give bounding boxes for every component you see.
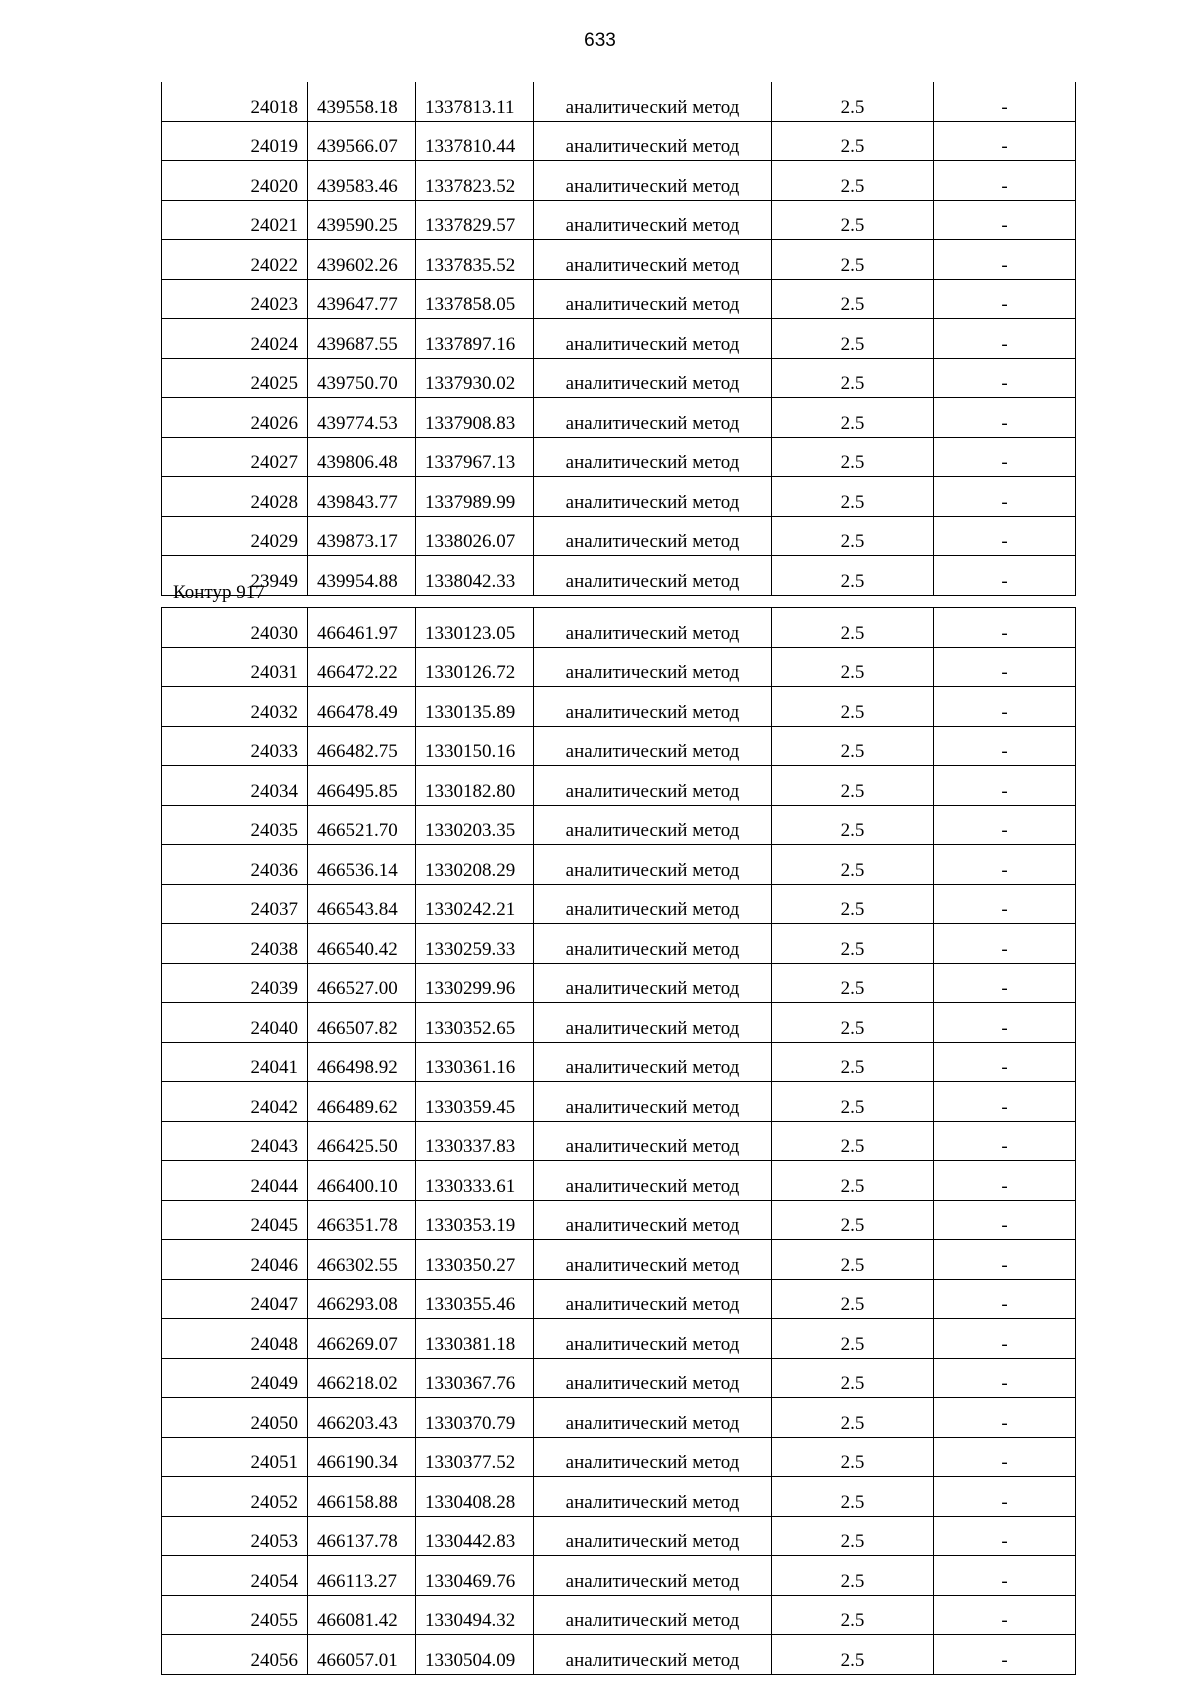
x-coordinate-cell: 466400.10	[308, 1161, 416, 1201]
point-number-cell: 24035	[162, 805, 308, 845]
accuracy-cell: 2.5	[772, 1240, 934, 1280]
accuracy-cell: 2.5	[772, 963, 934, 1003]
point-number-cell: 24027	[162, 437, 308, 477]
point-number-cell: 24051	[162, 1437, 308, 1477]
method-cell: аналитический метод	[534, 1516, 772, 1556]
method-cell: аналитический метод	[534, 121, 772, 161]
y-coordinate-cell: 1337967.13	[416, 437, 534, 477]
point-number-cell: 24044	[162, 1161, 308, 1201]
method-cell: аналитический метод	[534, 608, 772, 648]
x-coordinate-cell: 466498.92	[308, 1042, 416, 1082]
x-coordinate-cell: 466425.50	[308, 1121, 416, 1161]
y-coordinate-cell: 1337908.83	[416, 398, 534, 438]
x-coordinate-cell: 439558.18	[308, 82, 416, 121]
accuracy-cell: 2.5	[772, 1200, 934, 1240]
y-coordinate-cell: 1330126.72	[416, 647, 534, 687]
x-coordinate-cell: 466478.49	[308, 687, 416, 727]
method-cell: аналитический метод	[534, 1200, 772, 1240]
coordinates-table-top	[161, 82, 1076, 596]
accuracy-cell: 2.5	[772, 726, 934, 766]
y-coordinate-cell: 1330182.80	[416, 766, 534, 806]
description-cell: -	[934, 398, 1076, 438]
x-coordinate-cell: 466203.43	[308, 1398, 416, 1438]
method-cell: аналитический метод	[534, 805, 772, 845]
x-coordinate-cell: 466302.55	[308, 1240, 416, 1280]
y-coordinate-cell: 1330299.96	[416, 963, 534, 1003]
y-coordinate-cell: 1330359.45	[416, 1082, 534, 1122]
table-row	[162, 963, 1076, 1003]
table-row	[162, 516, 1076, 556]
description-cell: -	[934, 884, 1076, 924]
table-row	[162, 200, 1076, 240]
page-number: 633	[584, 30, 616, 51]
description-cell: -	[934, 608, 1076, 648]
point-number-cell: 24050	[162, 1398, 308, 1438]
description-cell: -	[934, 687, 1076, 727]
x-coordinate-cell: 439843.77	[308, 477, 416, 517]
accuracy-cell: 2.5	[772, 161, 934, 201]
point-number-cell: 24032	[162, 687, 308, 727]
point-number-cell: 24052	[162, 1477, 308, 1517]
coordinates-table-bottom	[161, 607, 1076, 1675]
y-coordinate-cell: 1337810.44	[416, 121, 534, 161]
y-coordinate-cell: 1330355.46	[416, 1279, 534, 1319]
description-cell: -	[934, 1556, 1076, 1596]
x-coordinate-cell: 466489.62	[308, 1082, 416, 1122]
table-row	[162, 1358, 1076, 1398]
description-cell: -	[934, 1358, 1076, 1398]
method-cell: аналитический метод	[534, 516, 772, 556]
method-cell: аналитический метод	[534, 1042, 772, 1082]
accuracy-cell: 2.5	[772, 200, 934, 240]
method-cell: аналитический метод	[534, 884, 772, 924]
table-row	[162, 1240, 1076, 1280]
method-cell: аналитический метод	[534, 1398, 772, 1438]
accuracy-cell: 2.5	[772, 687, 934, 727]
method-cell: аналитический метод	[534, 161, 772, 201]
x-coordinate-cell: 466218.02	[308, 1358, 416, 1398]
table-row	[162, 766, 1076, 806]
table-row	[162, 845, 1076, 885]
point-number-cell: 24028	[162, 477, 308, 517]
point-number-cell: 24040	[162, 1003, 308, 1043]
method-cell: аналитический метод	[534, 1240, 772, 1280]
description-cell: -	[934, 358, 1076, 398]
method-cell: аналитический метод	[534, 647, 772, 687]
point-number-cell: 24029	[162, 516, 308, 556]
x-coordinate-cell: 466461.97	[308, 608, 416, 648]
x-coordinate-cell: 466521.70	[308, 805, 416, 845]
y-coordinate-cell: 1337930.02	[416, 358, 534, 398]
description-cell: -	[934, 924, 1076, 964]
y-coordinate-cell: 1337989.99	[416, 477, 534, 517]
accuracy-cell: 2.5	[772, 1003, 934, 1043]
method-cell: аналитический метод	[534, 398, 772, 438]
accuracy-cell: 2.5	[772, 1042, 934, 1082]
point-number-cell: 24031	[162, 647, 308, 687]
y-coordinate-cell: 1337813.11	[416, 82, 534, 121]
y-coordinate-cell: 1337858.05	[416, 279, 534, 319]
method-cell: аналитический метод	[534, 358, 772, 398]
y-coordinate-cell: 1337835.52	[416, 240, 534, 280]
contour-label: Контур 917	[173, 582, 265, 603]
method-cell: аналитический метод	[534, 319, 772, 359]
method-cell: аналитический метод	[534, 687, 772, 727]
accuracy-cell: 2.5	[772, 477, 934, 517]
description-cell: -	[934, 477, 1076, 517]
y-coordinate-cell: 1330337.83	[416, 1121, 534, 1161]
accuracy-cell: 2.5	[772, 1556, 934, 1596]
x-coordinate-cell: 439566.07	[308, 121, 416, 161]
accuracy-cell: 2.5	[772, 1595, 934, 1635]
x-coordinate-cell: 466293.08	[308, 1279, 416, 1319]
point-number-cell: 24038	[162, 924, 308, 964]
description-cell: -	[934, 240, 1076, 280]
accuracy-cell: 2.5	[772, 1082, 934, 1122]
method-cell: аналитический метод	[534, 1319, 772, 1359]
x-coordinate-cell: 466057.01	[308, 1635, 416, 1675]
accuracy-cell: 2.5	[772, 647, 934, 687]
y-coordinate-cell: 1330135.89	[416, 687, 534, 727]
point-number-cell: 24036	[162, 845, 308, 885]
description-cell: -	[934, 1319, 1076, 1359]
method-cell: аналитический метод	[534, 845, 772, 885]
method-cell: аналитический метод	[534, 477, 772, 517]
description-cell: -	[934, 82, 1076, 121]
table-row	[162, 1161, 1076, 1201]
description-cell: -	[934, 1279, 1076, 1319]
table-row	[162, 1279, 1076, 1319]
x-coordinate-cell: 466269.07	[308, 1319, 416, 1359]
method-cell: аналитический метод	[534, 240, 772, 280]
description-cell: -	[934, 1082, 1076, 1122]
point-number-cell: 24054	[162, 1556, 308, 1596]
y-coordinate-cell: 1330150.16	[416, 726, 534, 766]
point-number-cell: 24022	[162, 240, 308, 280]
accuracy-cell: 2.5	[772, 240, 934, 280]
point-number-cell: 24020	[162, 161, 308, 201]
x-coordinate-cell: 466540.42	[308, 924, 416, 964]
point-number-cell: 24021	[162, 200, 308, 240]
x-coordinate-cell: 466351.78	[308, 1200, 416, 1240]
accuracy-cell: 2.5	[772, 319, 934, 359]
y-coordinate-cell: 1330469.76	[416, 1556, 534, 1596]
table-row	[162, 1437, 1076, 1477]
description-cell: -	[934, 845, 1076, 885]
accuracy-cell: 2.5	[772, 1358, 934, 1398]
y-coordinate-cell: 1330504.09	[416, 1635, 534, 1675]
description-cell: -	[934, 726, 1076, 766]
table-row	[162, 319, 1076, 359]
y-coordinate-cell: 1338042.33	[416, 556, 534, 596]
x-coordinate-cell: 466482.75	[308, 726, 416, 766]
x-coordinate-cell: 439602.26	[308, 240, 416, 280]
table-row	[162, 1121, 1076, 1161]
y-coordinate-cell: 1330494.32	[416, 1595, 534, 1635]
x-coordinate-cell: 439647.77	[308, 279, 416, 319]
method-cell: аналитический метод	[534, 1161, 772, 1201]
description-cell: -	[934, 279, 1076, 319]
accuracy-cell: 2.5	[772, 1516, 934, 1556]
point-number-cell: 24043	[162, 1121, 308, 1161]
description-cell: -	[934, 1398, 1076, 1438]
point-number-cell: 24039	[162, 963, 308, 1003]
accuracy-cell: 2.5	[772, 437, 934, 477]
description-cell: -	[934, 1516, 1076, 1556]
table-row	[162, 279, 1076, 319]
y-coordinate-cell: 1330350.27	[416, 1240, 534, 1280]
table-row	[162, 884, 1076, 924]
accuracy-cell: 2.5	[772, 1121, 934, 1161]
point-number-cell: 24042	[162, 1082, 308, 1122]
description-cell: -	[934, 161, 1076, 201]
y-coordinate-cell: 1330242.21	[416, 884, 534, 924]
description-cell: -	[934, 805, 1076, 845]
y-coordinate-cell: 1330361.16	[416, 1042, 534, 1082]
method-cell: аналитический метод	[534, 437, 772, 477]
x-coordinate-cell: 466527.00	[308, 963, 416, 1003]
y-coordinate-cell: 1330367.76	[416, 1358, 534, 1398]
point-number-cell: 24055	[162, 1595, 308, 1635]
point-number-cell: 24049	[162, 1358, 308, 1398]
point-number-cell: 24047	[162, 1279, 308, 1319]
method-cell: аналитический метод	[534, 1082, 772, 1122]
description-cell: -	[934, 200, 1076, 240]
accuracy-cell: 2.5	[772, 82, 934, 121]
table-row	[162, 398, 1076, 438]
accuracy-cell: 2.5	[772, 516, 934, 556]
y-coordinate-cell: 1330381.18	[416, 1319, 534, 1359]
y-coordinate-cell: 1330208.29	[416, 845, 534, 885]
description-cell: -	[934, 1437, 1076, 1477]
point-number-cell: 24023	[162, 279, 308, 319]
x-coordinate-cell: 466113.27	[308, 1556, 416, 1596]
x-coordinate-cell: 439590.25	[308, 200, 416, 240]
x-coordinate-cell: 466543.84	[308, 884, 416, 924]
point-number-cell: 24046	[162, 1240, 308, 1280]
description-cell: -	[934, 1635, 1076, 1675]
description-cell: -	[934, 1200, 1076, 1240]
description-cell: -	[934, 963, 1076, 1003]
method-cell: аналитический метод	[534, 1003, 772, 1043]
description-cell: -	[934, 556, 1076, 596]
table-row	[162, 240, 1076, 280]
method-cell: аналитический метод	[534, 726, 772, 766]
x-coordinate-cell: 439750.70	[308, 358, 416, 398]
accuracy-cell: 2.5	[772, 1319, 934, 1359]
table-row	[162, 687, 1076, 727]
x-coordinate-cell: 466536.14	[308, 845, 416, 885]
x-coordinate-cell: 439583.46	[308, 161, 416, 201]
accuracy-cell: 2.5	[772, 1437, 934, 1477]
x-coordinate-cell: 466472.22	[308, 647, 416, 687]
y-coordinate-cell: 1330370.79	[416, 1398, 534, 1438]
table-row	[162, 161, 1076, 201]
point-number-cell: 24041	[162, 1042, 308, 1082]
description-cell: -	[934, 1161, 1076, 1201]
point-number-cell: 24045	[162, 1200, 308, 1240]
table-row	[162, 924, 1076, 964]
point-number-cell: 23949	[162, 556, 308, 596]
y-coordinate-cell: 1330203.35	[416, 805, 534, 845]
point-number-cell: 24026	[162, 398, 308, 438]
y-coordinate-cell: 1337829.57	[416, 200, 534, 240]
description-cell: -	[934, 1477, 1076, 1517]
table-row	[162, 1200, 1076, 1240]
method-cell: аналитический метод	[534, 279, 772, 319]
table-row	[162, 805, 1076, 845]
x-coordinate-cell: 466190.34	[308, 1437, 416, 1477]
method-cell: аналитический метод	[534, 1556, 772, 1596]
accuracy-cell: 2.5	[772, 805, 934, 845]
x-coordinate-cell: 466158.88	[308, 1477, 416, 1517]
point-number-cell: 24019	[162, 121, 308, 161]
point-number-cell: 24053	[162, 1516, 308, 1556]
table-row	[162, 1042, 1076, 1082]
y-coordinate-cell: 1330377.52	[416, 1437, 534, 1477]
table-row	[162, 358, 1076, 398]
x-coordinate-cell: 439806.48	[308, 437, 416, 477]
y-coordinate-cell: 1330353.19	[416, 1200, 534, 1240]
table-row	[162, 1319, 1076, 1359]
accuracy-cell: 2.5	[772, 1635, 934, 1675]
point-number-cell: 24018	[162, 82, 308, 121]
table-row	[162, 1398, 1076, 1438]
table-row	[162, 647, 1076, 687]
accuracy-cell: 2.5	[772, 845, 934, 885]
point-number-cell: 24025	[162, 358, 308, 398]
y-coordinate-cell: 1337897.16	[416, 319, 534, 359]
accuracy-cell: 2.5	[772, 884, 934, 924]
x-coordinate-cell: 466081.42	[308, 1595, 416, 1635]
x-coordinate-cell: 466507.82	[308, 1003, 416, 1043]
table-row	[162, 726, 1076, 766]
table-row	[162, 1516, 1076, 1556]
method-cell: аналитический метод	[534, 963, 772, 1003]
method-cell: аналитический метод	[534, 556, 772, 596]
table-row	[162, 1082, 1076, 1122]
x-coordinate-cell: 439954.88	[308, 556, 416, 596]
method-cell: аналитический метод	[534, 766, 772, 806]
description-cell: -	[934, 1042, 1076, 1082]
x-coordinate-cell: 439873.17	[308, 516, 416, 556]
method-cell: аналитический метод	[534, 82, 772, 121]
point-number-cell: 24033	[162, 726, 308, 766]
table-row	[162, 608, 1076, 648]
accuracy-cell: 2.5	[772, 1477, 934, 1517]
x-coordinate-cell: 439687.55	[308, 319, 416, 359]
x-coordinate-cell: 466137.78	[308, 1516, 416, 1556]
accuracy-cell: 2.5	[772, 279, 934, 319]
x-coordinate-cell: 439774.53	[308, 398, 416, 438]
method-cell: аналитический метод	[534, 1437, 772, 1477]
description-cell: -	[934, 1003, 1076, 1043]
y-coordinate-cell: 1330123.05	[416, 608, 534, 648]
accuracy-cell: 2.5	[772, 358, 934, 398]
method-cell: аналитический метод	[534, 1595, 772, 1635]
description-cell: -	[934, 516, 1076, 556]
point-number-cell: 24024	[162, 319, 308, 359]
method-cell: аналитический метод	[534, 1279, 772, 1319]
point-number-cell: 24056	[162, 1635, 308, 1675]
accuracy-cell: 2.5	[772, 1279, 934, 1319]
table-row	[162, 477, 1076, 517]
accuracy-cell: 2.5	[772, 1398, 934, 1438]
method-cell: аналитический метод	[534, 1477, 772, 1517]
accuracy-cell: 2.5	[772, 398, 934, 438]
description-cell: -	[934, 437, 1076, 477]
point-number-cell: 24048	[162, 1319, 308, 1359]
accuracy-cell: 2.5	[772, 924, 934, 964]
accuracy-cell: 2.5	[772, 121, 934, 161]
description-cell: -	[934, 1240, 1076, 1280]
table-row	[162, 1556, 1076, 1596]
accuracy-cell: 2.5	[772, 1161, 934, 1201]
table-row	[162, 437, 1076, 477]
y-coordinate-cell: 1330333.61	[416, 1161, 534, 1201]
table-row	[162, 1003, 1076, 1043]
point-number-cell: 24037	[162, 884, 308, 924]
point-number-cell: 24034	[162, 766, 308, 806]
x-coordinate-cell: 466495.85	[308, 766, 416, 806]
description-cell: -	[934, 647, 1076, 687]
table-row	[162, 121, 1076, 161]
accuracy-cell: 2.5	[772, 766, 934, 806]
y-coordinate-cell: 1330442.83	[416, 1516, 534, 1556]
description-cell: -	[934, 766, 1076, 806]
accuracy-cell: 2.5	[772, 556, 934, 596]
table-row	[162, 1595, 1076, 1635]
y-coordinate-cell: 1337823.52	[416, 161, 534, 201]
point-number-cell: 24030	[162, 608, 308, 648]
y-coordinate-cell: 1330259.33	[416, 924, 534, 964]
description-cell: -	[934, 121, 1076, 161]
method-cell: аналитический метод	[534, 1635, 772, 1675]
table-row	[162, 556, 1076, 596]
y-coordinate-cell: 1330352.65	[416, 1003, 534, 1043]
accuracy-cell: 2.5	[772, 608, 934, 648]
method-cell: аналитический метод	[534, 200, 772, 240]
description-cell: -	[934, 1121, 1076, 1161]
table-row	[162, 82, 1076, 121]
description-cell: -	[934, 1595, 1076, 1635]
y-coordinate-cell: 1330408.28	[416, 1477, 534, 1517]
table-row	[162, 1477, 1076, 1517]
table-row	[162, 1635, 1076, 1675]
y-coordinate-cell: 1338026.07	[416, 516, 534, 556]
method-cell: аналитический метод	[534, 924, 772, 964]
description-cell: -	[934, 319, 1076, 359]
method-cell: аналитический метод	[534, 1358, 772, 1398]
method-cell: аналитический метод	[534, 1121, 772, 1161]
